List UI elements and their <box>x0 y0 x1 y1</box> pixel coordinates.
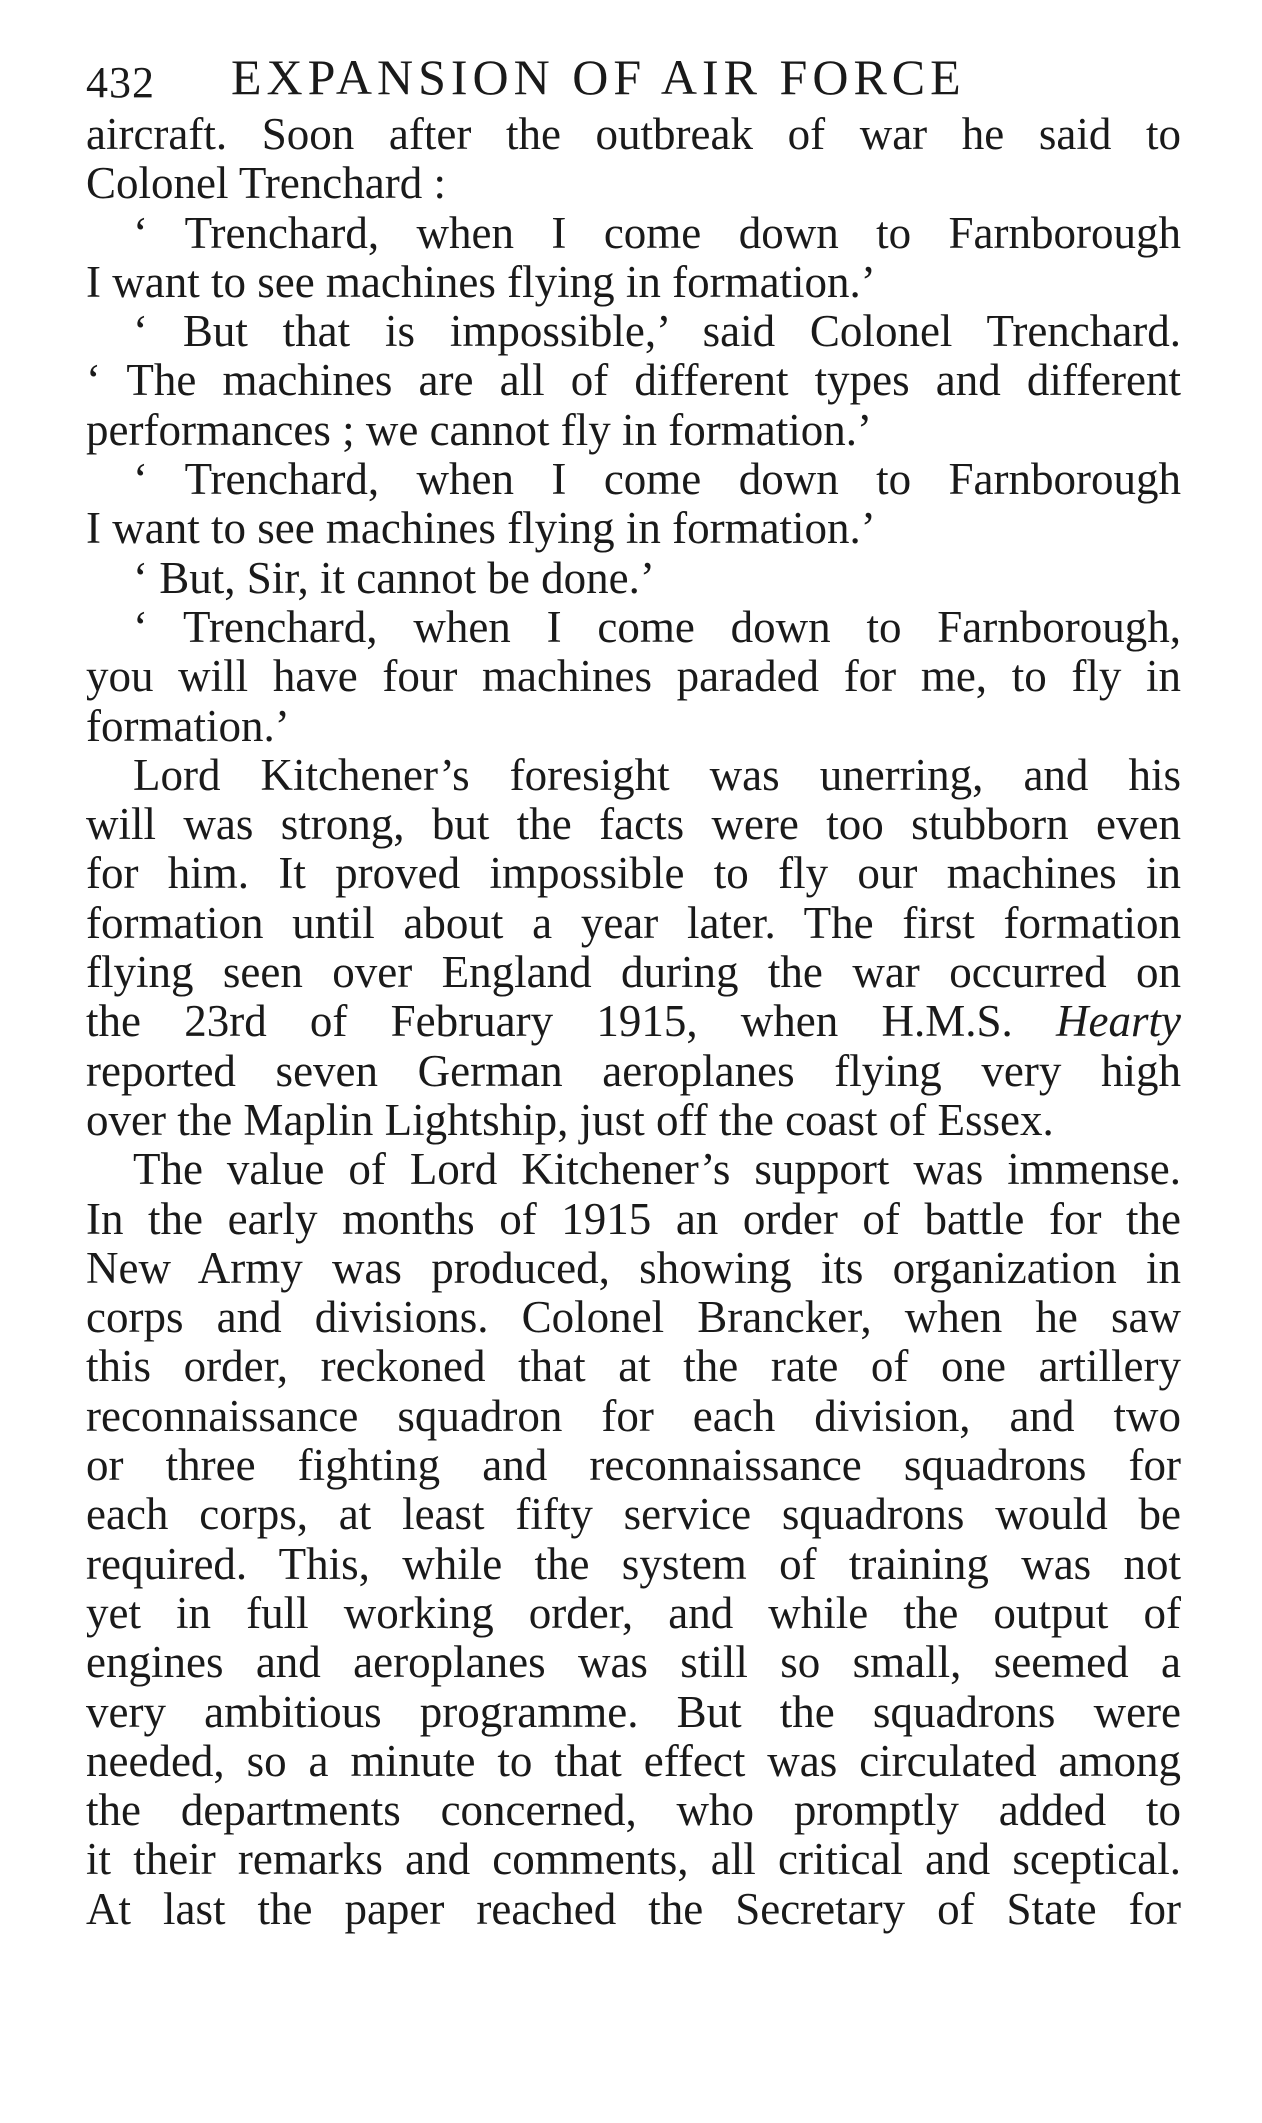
text-line: needed, so a minute to that effect was circulated among <box>86 1735 1181 1786</box>
book-page <box>86 44 1181 1934</box>
text-line: ‘ The machines are all of different types and different <box>86 355 1181 406</box>
text-line: formation.’ <box>86 700 290 751</box>
text-line: required. This, while the system of training was not <box>86 1538 1181 1589</box>
text-line: reconnaissance squadron for each division, and two <box>86 1390 1181 1441</box>
text-line: engines and aeroplanes was still so small, seemed a <box>86 1637 1181 1688</box>
text-line: I want to see machines flying in formation.’ <box>86 503 876 554</box>
text-line: reported seven German aeroplanes flying very high <box>86 1045 1181 1096</box>
text-line: the departments concerned, who promptly added to <box>86 1785 1181 1836</box>
page-number: 432 <box>86 58 155 107</box>
text-line: yet in full working order, and while the output of <box>86 1587 1181 1638</box>
text-line: formation until about a year later. The first formation <box>86 897 1181 948</box>
text-line: it their remarks and comments, all critical and sceptical. <box>86 1834 1181 1885</box>
text-line: I want to see machines flying in formation.’ <box>86 256 876 307</box>
text-line: In the early months of 1915 an order of battle for the <box>86 1193 1181 1244</box>
text-line: New Army was produced, showing its organization in <box>86 1242 1181 1293</box>
running-title: EXPANSION OF AIR FORCE <box>231 49 966 105</box>
text-line: each corps, at least fifty service squadrons would be <box>86 1489 1181 1540</box>
text-line-segment: the 23rd of February 1915, when H.M.S. <box>86 996 1013 1047</box>
text-line: ‘ Trenchard, when I come down to Farnborough <box>133 207 1181 258</box>
body-text <box>86 110 1181 1934</box>
text-line: The value of Lord Kitchener’s support was immense. <box>133 1144 1181 1195</box>
text-line-with-ship <box>86 997 1181 1046</box>
text-line: will was strong, but the facts were too stubborn even <box>86 799 1181 850</box>
text-line: ‘ Trenchard, when I come down to Farnborough <box>133 454 1181 505</box>
text-line: ‘ But that is impossible,’ said Colonel Trenchard. <box>133 306 1181 357</box>
text-line: Colonel Trenchard : <box>86 158 446 209</box>
text-line: performances ; we cannot fly in formation.’ <box>86 404 872 455</box>
text-line: for him. It proved impossible to fly our machines in <box>86 848 1181 899</box>
text-line: aircraft. Soon after the outbreak of war he said to <box>86 109 1181 159</box>
text-line: ‘ Trenchard, when I come down to Farnborough, <box>133 601 1181 652</box>
text-line: Lord Kitchener’s foresight was unerring, and his <box>133 749 1181 800</box>
text-line: At last the paper reached the Secretary of State for <box>86 1883 1181 1934</box>
text-line: flying seen over England during the war occurred on <box>86 947 1181 998</box>
page-header <box>86 44 1181 110</box>
text-line: you will have four machines paraded for me, to fly in <box>86 651 1181 702</box>
text-line: or three fighting and reconnaissance squadrons for <box>86 1440 1181 1491</box>
text-line: over the Maplin Lightship, just off the coast of Essex. <box>86 1094 1054 1145</box>
text-line: corps and divisions. Colonel Brancker, when he saw <box>86 1292 1181 1343</box>
text-line: ‘ But, Sir, it cannot be done.’ <box>133 552 655 603</box>
text-line: very ambitious programme. But the squadrons were <box>86 1686 1181 1737</box>
text-line: this order, reckoned that at the rate of one artillery <box>86 1341 1181 1392</box>
ship-name: Hearty <box>1056 996 1181 1047</box>
